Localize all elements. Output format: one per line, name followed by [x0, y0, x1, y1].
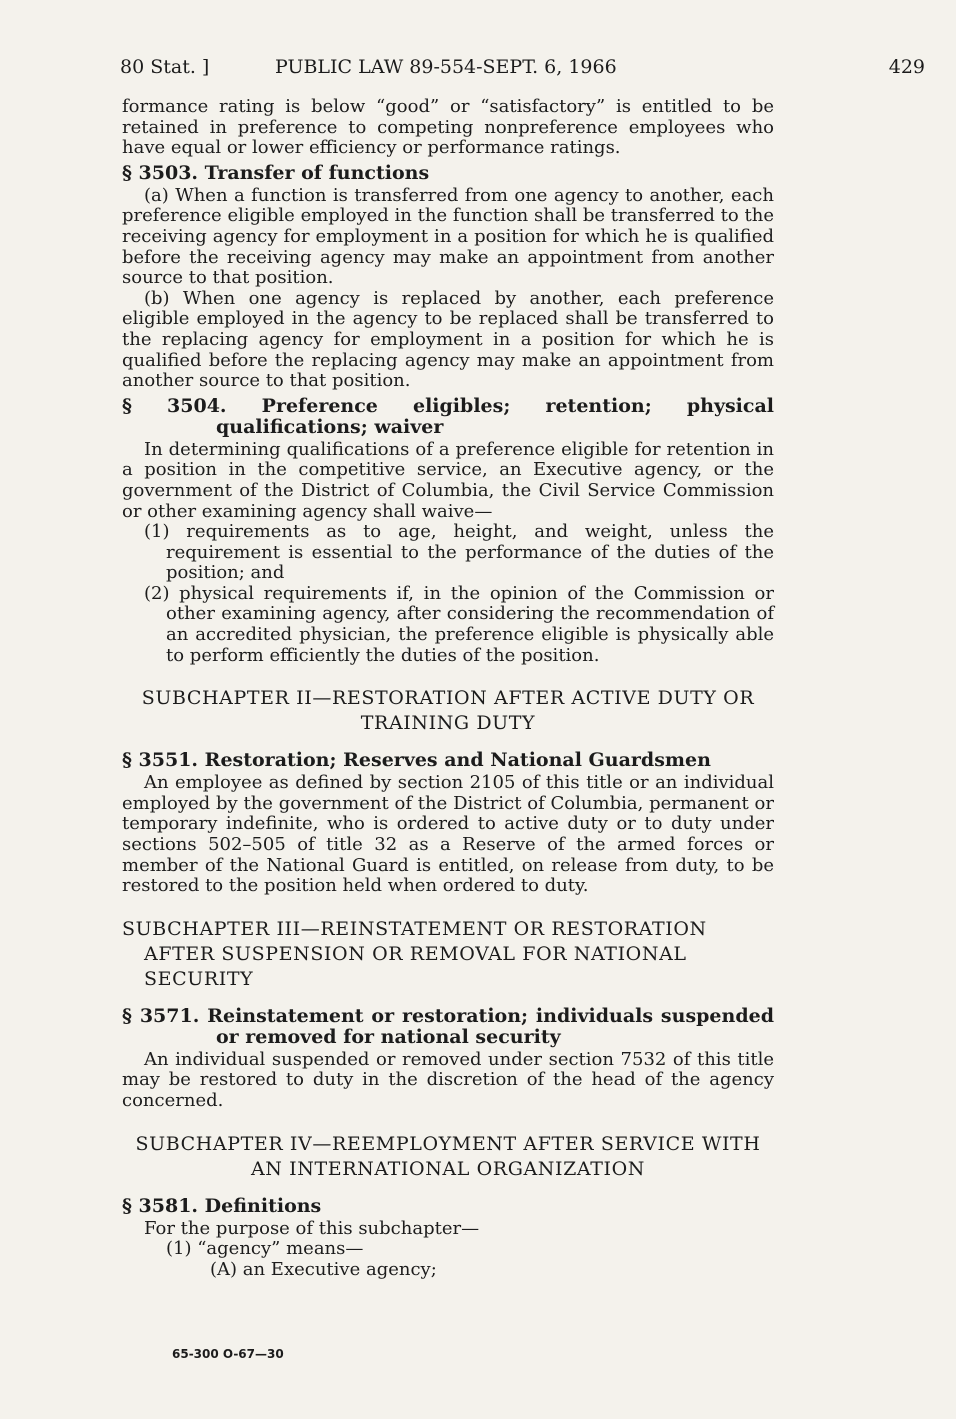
subchapter-2-heading: SUBCHAPTER II—RESTORATION AFTER ACTIVE DUTY OR TRAINING DUTY [141, 687, 755, 735]
section-3551-text: An employee as defined by section 2105 of this title or an individual employed by the government of the District of Columbia, permanent or temporary indefinite, who is ordered to active duty or to duty under sections 502–505 of title 32 as a Reserve of the armed forces or member of the National Guard is entitled, on release from duty, to be restored to the position held when ordered to duty. [122, 772, 774, 897]
subchapter-4-heading: SUBCHAPTER IV—REEMPLOYMENT AFTER SERVICE WITH AN INTERNATIONAL ORGANIZATION [135, 1132, 761, 1180]
section-3551-heading: § 3551. Restoration; Reserves and National Guardsmen [122, 749, 711, 772]
section-3581-item-1: (1) “agency” means— [166, 1238, 364, 1260]
law-title: PUBLIC LAW 89-554-SEPT. 6, 1966 [275, 56, 617, 78]
page-number: 429 [888, 56, 925, 78]
section-3571-text: An individual suspended or removed under section 7532 of this title may be restored to duty in the discretion of the head of the agency concerned. [122, 1048, 774, 1111]
section-3503-heading: § 3503. Transfer of functions [122, 161, 430, 184]
section-3504-intro: In determining qualifications of a preference eligible for retention in a position in the competitive service, an Executive agency, or the government of the District of Columbia, the Civil Service Commission or other examining agency shall waive— [122, 438, 774, 522]
section-3571-heading: § 3571. Reinstatement or restoration; individuals suspended or removed for national security [122, 1004, 774, 1048]
section-3503-para-b: (b) When one agency is replaced by another, each preference eligible employed in the agency to be replaced shall be transferred to the replacing agency for employment in a position for which he is qualified before the replacing agency may make an appointment from another source to that position. [122, 287, 774, 392]
section-3581-heading: § 3581. Definitions [122, 1194, 322, 1217]
section-3503-para-a: (a) When a function is transferred from one agency to another, each preference eligible employed in the function shall be transferred to the receiving agency for employment in a position for which he is qualified before the receiving agency may make an appointment from another source to that position. [122, 184, 774, 289]
subchapter-3-heading: SUBCHAPTER III—REINSTATEMENT OR RESTORATION AFTER SUSPENSION OR REMOVAL FOR NATIONAL SECURITY [122, 917, 707, 990]
page-body [122, 97, 774, 1280]
section-3504-heading: § 3504. Preference eligibles; retention; physical qualifications; waiver [122, 394, 774, 438]
statute-reference: 80 Stat. ] [120, 56, 210, 78]
running-header [120, 56, 925, 80]
section-3581-intro: For the purpose of this subchapter— [144, 1217, 480, 1239]
section-3581-item-1a: (A) an Executive agency; [210, 1258, 437, 1280]
print-code: 65-300 O-67—30 [172, 1347, 284, 1361]
section-3504-item-1: (1) requirements as to age, height, and weight, unless the requirement is essential to the performance of the duties of the position; and [144, 521, 774, 584]
section-3504-item-2: (2) physical requirements if, in the opinion of the Commission or other examining agency, after considering the recommendation of an accredited physician, the preference eligible is physically able to perform efficiently the duties of the position. [144, 582, 774, 666]
continued-paragraph: formance rating is below “good” or “satisfactory” is entitled to be retained in preference to competing nonpreference employees who have equal or lower efficiency or performance ratings. [122, 96, 774, 159]
